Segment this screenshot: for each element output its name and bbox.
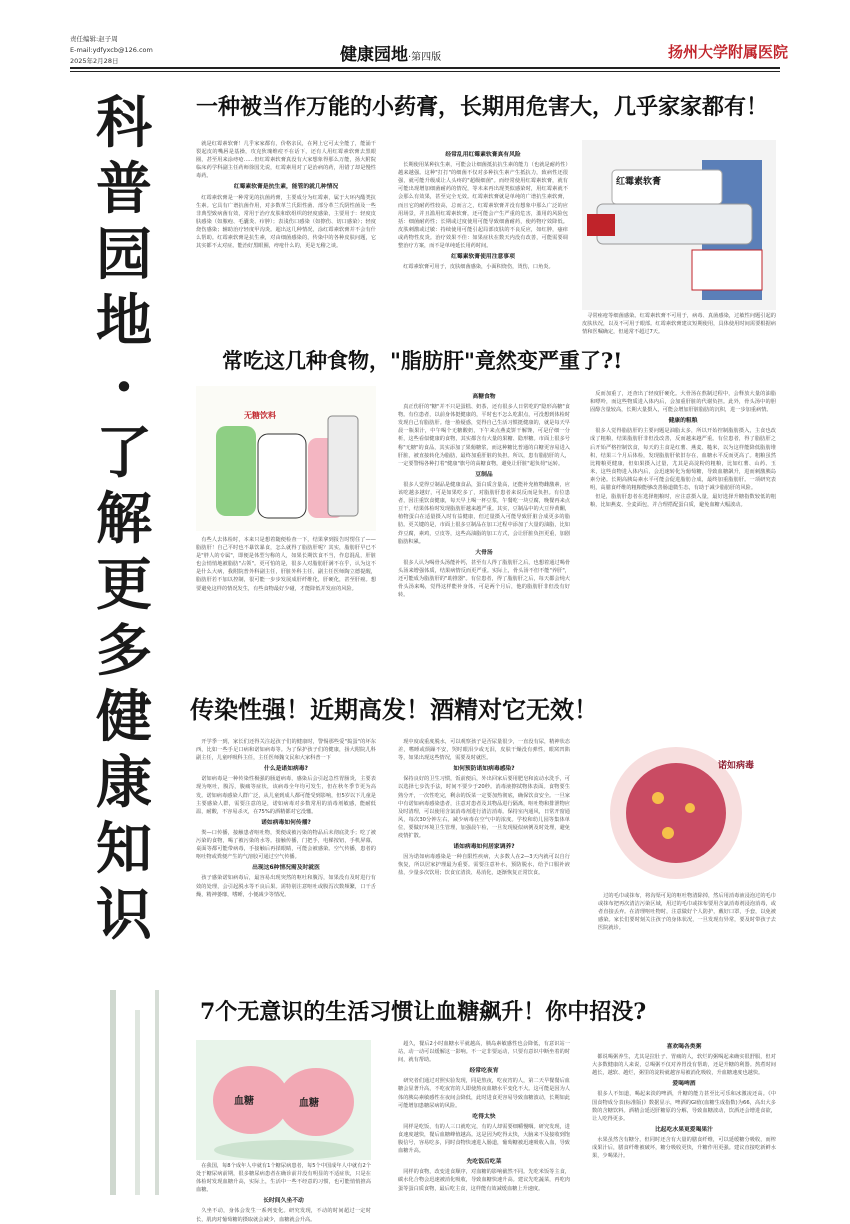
page-number: ·第四版	[408, 52, 442, 63]
article-subheading: 长时间久坐不动	[263, 1198, 304, 1205]
masthead-info	[70, 34, 153, 67]
drinks-label: 无糖饮料	[244, 411, 276, 420]
drinks-image	[196, 386, 376, 531]
article-1-headline: 一种被当作万能的小药膏，长期用危害大，几乎家家都有！	[196, 94, 769, 120]
title-char: 地	[96, 288, 152, 354]
article-subheading: 如何预防诺如病毒感染?	[453, 766, 515, 773]
title-char: 多	[96, 618, 152, 684]
article-text: 寻常痤疮等细菌感染。红霉素软膏不可用于，病毒、真菌感染，过敏性问题引起的皮肤状况，以及不可用于眼部。红霉素软膏建议短期使用，具体使用时间需要根据病情和医嘱确定，但通常不超过7天。	[582, 313, 776, 336]
article-subheading: 爱喝啤酒	[672, 1081, 696, 1088]
article-text: 有些人去体检时，本来只是想着随便检查一下，结果拿到报告时愣住了——脂肪肝！自己平时也不暴饮暴食，怎么就得了脂肪肝呢？其实，脂肪肝早已不是"胖人的专属"，即便是体型匀称的人，如果长期饮食不当，作息混乱，肝脏也会悄悄地被脂肪"占领"。更可怕的是，很多人对脂肪肝满不在乎，认为这不是什么大病，我附院普外科副主任，肝脏外科主任、副主任医师陶立德提醒，脂肪肝若不加以控制，很可能一步步发展成肝纤维化，肝硬化，甚至肝癌。想要避免这样的情况发生，有些食物最好少碰，才能降低并发症的风险。	[196, 537, 376, 592]
article-subheading: 豆制品	[475, 471, 493, 478]
article-2-col-2	[398, 390, 570, 685]
article-subheading: 喜欢喝各类粥	[666, 1044, 702, 1050]
article-2-headline: 常吃这几种食物，"脂肪肝"竟然变严重了?!	[222, 348, 623, 373]
title-char: 园	[96, 222, 152, 288]
title-char: 康	[96, 750, 152, 816]
norovirus-illustration	[598, 738, 776, 888]
title-char: 识	[96, 882, 152, 948]
article-subheading: 诺如病毒如何传播?	[261, 819, 311, 826]
article-text: 同样的食物，改变进食顺序，对血糖的影响截然不同。先吃米饭等主食，碳水化合物会迅速被消化吸收，导致血糖快速升高。建议先吃蔬菜，再吃肉蛋等蛋白质食物，最后吃主食，这样能有效减缓血糖上升速度。	[398, 1169, 570, 1192]
title-char: 健	[96, 684, 152, 750]
article-subheading: 经常乱用红霉素软膏真有风险	[445, 152, 521, 158]
article-subheading: 比起吃水果更爱喝果汁	[655, 1126, 713, 1133]
article-text: 诺如病毒是一种传染性极强的肠道病毒，感染后会引起急性胃肠炎，主要表现为呕吐，腹泻，腹痛等症状，该病毒全年均可发生，但在秋冬季节更为高发。诺如病毒感染人群广泛，从儿童到成人都可能受到影响，但5岁以下儿童是主要感染人群，需要注意的是，诺如病毒对多数常用的消毒剂敏感，能耐低温，耐酸，不容易杀灭，在75%的酒精都对它没辙。	[196, 776, 376, 815]
article-3-headline: 传染性强！近期高发！酒精对它无效！	[190, 695, 598, 724]
article-text: 就是红霉素软膏！几乎家家都有，价格亲民，在网上它可太全能了，能涌干裂起皮的嘴唇是基操，攻克狄瑰维痘不在话下，还有人用红霉素软膏去黑眼圈，甚至用来涂痔疮……但红霉素软膏真没有大家想象得那么万能，扬大附院临床药学科副主任药师徐国先说，红霉素用对了是治病的药，用错了却是慢性毒药。	[196, 141, 376, 180]
header-rule	[70, 67, 780, 69]
article-4-headline: 7个无意识的生活习惯让血糖飙升！你中招没?	[200, 999, 647, 1025]
bamboo-decoration	[80, 990, 180, 1195]
article-text: 现中度或重度脱水，可以观察孩子是否尿量很少，一直没有尿，精神状态差，嗜睡或烦躁不安，哭时眼泪少或无泪，皮肤干燥没有弹性，眼窝凹陷等，如果出现这些情况，需要及时就医。	[398, 739, 570, 762]
title-char: 科	[96, 90, 152, 156]
article-subheading: 健康的粗粮	[668, 418, 698, 425]
article-text: 粪—口传播，接触患者呕吐物，粪便或被污染的物品后未彻底洗手；吃了被污染的食物，喝了被污染的水等。接触传播，门把手，电梯按钮，手机屏幕，桌面等都可能带病毒，手接触后再揉眼睛，可能会被感染。空气传播，患者的呕吐物或粪便产生的气溶胶可通过空气传播。	[196, 829, 376, 861]
editor-text: 责任编辑:赵子周	[70, 35, 118, 43]
article-text: 同样是吃饭，有的人三口就吃完，有的人却需要细嚼慢咽。研究发现，进食速度越快，餐后血糖峰值越高。这是因为吃得太快，大脑来不及接收到饱腹信号，容易吃多，同时食物快速进入肠道，葡萄糖被迅速吸收入血，导致血糖升高。	[398, 1123, 570, 1155]
article-subheading: 红霉素软膏使用注意事项	[451, 254, 515, 261]
article-text: 真正伤肝的"糖"并不只是蛋糕、奶茶，还有很多人日常吃的"隐形高糖"食物。有位患者，以前身体挺健康的，平时也不怎么吃甜点，可没想到体检时发现自己有脂肪肝。他一脸疑惑，觉得自己生活习惯挺健康的，就是每天早晨一瓶果汁，中午喝个无糖酸奶，下午来点燕麦饼干解馋，可是仔细一分析，这些看似健康的食物，其实都含有大量的果糖、隐形糖。市面上很多号称"无糖"的食品，其实添加了果葡糖浆，而这种糖比普通的白糖更容易进入肝脏，被直接转化为脂肪，最终加重肝脏的负担。所以，患有脂肪肝的人，一定要警惕各种打着"健康"旗号的高糖食物，避免让肝脏"超负荷"运转。	[398, 404, 570, 467]
article-2-col-3	[590, 390, 776, 685]
article-4-col-3	[592, 1040, 776, 1198]
article-3-col-1	[196, 738, 376, 980]
email-text: E-mail:ydfyxcb@126.com	[70, 46, 153, 54]
norovirus-label: 诺如病毒	[718, 761, 755, 771]
header-rule-thin	[70, 71, 780, 72]
article-text: 很多人不知道，喝起来淡的啤酒，升糖的能力甚至比可乐和冰激凌还高。《中国食物成分表(标准版)》数据显示，啤酒的GI值(血糖生成指数)为66，高出大多数的含糖饮料。酒精会延迟肝糖原的分解，导致血糖波动，饮酒还会增进食欲，让人吃得更多。	[592, 1091, 776, 1122]
article-subheading: 高糖食物	[472, 394, 496, 400]
article-text: 但是，脂肪肝患者在选择粗粮时，应注意摄入量，最好选择升糖指数较低的粗粮，比如燕麦、全麦面包，并合理搭配蛋白质，避免血糖大幅波动。	[590, 494, 776, 509]
article-subheading: 大骨汤	[475, 549, 493, 556]
title-char: 知	[96, 816, 152, 882]
ointment-label: 红霉素软膏	[616, 177, 662, 187]
title-char: 解	[96, 486, 152, 552]
article-text: 超久，餐后2小时血糖水平就越高，胰岛素敏感性也会降低，有意识站一站，动一动可以缓解这一影响。不一定非要运动，只要有意识中断坐着的时间，就有帮助。	[398, 1041, 570, 1064]
blood-sugar-label-1: 血糖	[234, 1096, 254, 1107]
article-text: 很多人觉得豆制品是健康食品，蛋白质含量高，还能补充植物雌激素，应该吃越多越好，可是如果吃多了，对脂肪肝患者来说反而是负担。有位患者，因注重饮食健康，每天早上喝一杯豆浆，午餐吃一块豆腐，晚餐再来点豆干，结果体检时发现脂肪肝越来越严重。其实，豆制品中的大豆异黄酮，植物蛋白在适量摄入时有益健康，但过量摄入可能导致肝脏合成更多的脂肪。更关键的是，市面上很多豆制品在加工过程中添加了大量的油脂，比如炸豆腐，素鸡，豆皮等，这些高油脂的加工方式，会让肝脏负担更重，加剧脂肪积累。	[398, 481, 570, 545]
article-text: 很多人觉得脂肪肝的主要问题是油脂太多，所以开始控制脂肪摄入，主食也改成了粗粮，结果脂肪肝非但没改善，反而越来越严重。有位患者，得了脂肪肝之后开始严格控制饮食，每天的主食是红薯、燕麦、糙米，以为这样能降低脂肪堆积，结果三个月后体检，发现脂肪肝依旧存在，血糖水平反而更高了。粗粮虽然比精粮更健康，但如果摄入过量，尤其是高淀粉的粗粮，比如红薯、山药、玉米，这些食物进入体内后，会迅速转化为葡萄糖，导致血糖飙升，进而刺激胰岛素分泌。长期高胰岛素水平可能会促进脂肪合成，最终加重脂肪肝。一项研究表明，高膳食纤维的粗粮能够改善肠道微生态，有助于减少脂肪肝的风险。	[590, 428, 776, 492]
article-text: 红霉素软膏可用于，皮肤细菌感染，小面积烧伤，烫伤，口角炎。	[403, 264, 554, 271]
article-text: 在我国，每8个成年人中就有1个糖尿病患者，每5个中国成年人中就有2个处于糖尿病前期，很多糖尿病患者在确诊前并没有明显的不适症状，只是在体检时发现血糖升高，实际上，生活中一些不经意的习惯，也可能悄悄推高血糖。	[196, 1163, 371, 1194]
article-text: 反而加重了，还查出了轻度肝硬化。大骨汤在熬制过程中，会释放大量的油脂和嘌呤，而这些物质进入体内后，会加重肝脏的代谢负担。此外，骨头汤中的胆固醇含量较高，长期大量摄入，可能会增加肝脏脂肪的沉积，进一步加重病情。	[590, 391, 776, 414]
article-subheading: 经常吃夜宵	[469, 1068, 499, 1075]
article-text: 水果虽然含有糖分，但同时还含有大量的膳食纤维，可以延缓糖分吸收，而榨成果汁后，膳食纤维被破坏，糖分吸收更快，升糖作用更强。建议直接吃新鲜水果，少喝果汁。	[592, 1136, 776, 1160]
article-1-col-2	[398, 148, 568, 318]
vertical-title	[80, 90, 168, 948]
article-subheading: 什么是诺如病毒?	[264, 766, 308, 773]
blood-sugar-illustration	[196, 1040, 371, 1160]
title-char: 更	[96, 552, 152, 618]
article-text: 久坐不动，身体会发生一系列变化。研究发现，不动的时间超过一定时长，肌肉对葡萄糖的摄取就会减少，血糖就会升高。	[196, 1208, 371, 1223]
article-text: 研究者们通过对照实验发现，同是熬夜，吃夜宵的人，第二天早餐餐后血糖会显著升高，不吃夜宵的人即使熬夜血糖水平变化不大。这可能是因为人体的胰岛素敏感性在夜间会降低，此时进食更容易导致血糖波动，长期如此可能增加患糖尿病的风险。	[398, 1078, 570, 1109]
article-text: 开学季一到，家长们还得关注起孩子们的健康时，警惕那些爱"捣蛋"的坏东西，比如一些手足口病和诺如病毒等。为了保护孩子们的健康，扬大附院儿科副主任，儿童呼吸科主任，主任医师魏文民和大家科普一下	[196, 739, 376, 762]
article-subheading: 吃得太快	[472, 1113, 496, 1120]
title-char: 了	[96, 420, 152, 486]
article-1-col-3	[582, 312, 776, 338]
article-text: 长期使用某种抗生素，可能会让细菌抵抗抗生素的能力（也就是耐药性）越来越强。这种"打打"的细菌不仅对多种抗生素产生抵抗力，致病性还很强，就可能升级成让人头疼的"超级细菌"。而经常使用红霉素软膏，就有可能出现增加细菌耐药的情况，等未来再出现类似感染时，用红霉素就不会那么有效果，甚至完全无效。红霉素软膏就是单纯的广谱抗生素软膏，而且它的耐药性较高，总而言之，红霉素软膏并没有想象中那么广泛的应用场景，并且滥用红霉素软膏，还可能会产生严重的危害，滥用的风险包括：细菌耐药性；长期或过度使用可能导致细菌耐药，使药物疗效降低。皮肤刺激或过敏：持续使用可能引起局部皮肤的不良反应，如红肿，瘙痒或药物性皮炎。治疗效果不佳：如果症状在数天内没有改善，可能需要调整治疗方案，而不是单纯延长用药时间。	[398, 162, 568, 250]
section-title	[340, 40, 441, 65]
article-subheading: 红霉素软膏是抗生素，能管的就几种情况	[233, 184, 339, 191]
article-subheading: 出现这6种情况需及时就医	[252, 865, 320, 872]
title-char: ·	[114, 354, 134, 420]
date-text: 2025年2月28日	[70, 57, 119, 65]
article-2-col-1	[196, 536, 376, 686]
blood-sugar-label-2: 血糖	[299, 1098, 319, 1109]
article-text: 保持良好的卫生习惯，饭前便后，外出回家后要用肥皂和流动水洗手，可以选择七步洗手法，时间不要少于20秒。消毒液擦拭物体表面。食物要生熟分开，一次性吃完，剩余的饭菜一定要加热彻底，确保饮食安全。一旦家中有诺如病毒感染患者，注意对患者及其物品进行隔离，呕吐物和排泄物应及时清理，可以使用含氯消毒剂进行清洁消毒。保持室内通风，日常开窗通风，每次30分钟左右，减少病毒在空气中的浓度。学校和幼儿园等集体单位，要做好环境卫生管理，加强晨午检，一旦发现疑似病例及时处理，避免疫情扩散。	[398, 776, 570, 840]
title-char: 普	[96, 156, 152, 222]
ointment-illustration	[582, 140, 776, 310]
article-4-col-2	[398, 1040, 570, 1198]
article-text: 过的毛巾或抹布，将沟渠可见的呕吐物清除掉，然后用消毒液浸泡过的毛巾或抹布把再次清洁污染区域，用过的毛巾或抹布要用含氯消毒剂浸泡消毒，或者直接丢弃。在清理呕吐物时，注意做好个人防护，戴好口罩，手套，以免被感染。家长们要时刻关注孩子的身体状况，一旦发现有异常，要及时带孩子去医院就诊。	[598, 893, 776, 932]
article-text: 红霉素软膏是一种常见的抗菌药膏，主要成分为红霉素，属于大环内酯类抗生素。它具有广谱抗菌作用，对多数革兰氏阳性菌、部分革兰氏阴性菌及一些非典型致病菌有效，常用于治疗皮肤和软组织的轻度感染，主要用于：轻度皮肤感染（如脓疱、毛囊炎、疖肿）；表浅伤口感染（如擦伤、切口感染）；轻度烧伤感染；辅助治疗轻度甲沟炎。超出这几种情况，涂红霉素软膏并不会有什么帮助。红霉素软膏是抗生素，对由细菌感染的，传染中的各种皮肤问题，它其实都不太对症。能治好黑眼圈，痔疮什么的，更是无稽之谈。	[196, 194, 376, 250]
ointment-image	[582, 140, 776, 310]
article-4-col-1	[196, 1162, 371, 1223]
article-text: 孩子感染诺如病毒后，最容易出现突然的呕吐和腹泻，如果没有及时进行有效的处理，会引起脱水等不良后果。需特别注意呕吐或腹泻次数频繁，口干舌燥，精神萎靡，嗜睡，小便减少等情况。	[196, 875, 376, 898]
bamboo-image	[80, 990, 180, 1195]
article-3-col-2	[398, 738, 570, 980]
article-subheading: 诺如病毒如何居家调养?	[453, 844, 515, 851]
article-3-col-3	[598, 892, 776, 982]
blood-sugar-image	[196, 1040, 371, 1160]
article-text: 都说喝粥养生，尤其是拉肚子、胃痛的人，软烂的粥喝起来确实很舒服，但对大多数健康的人来说，总喝粥不仅对养胃没有帮助，还是升糖的利器。熬煮时间越长，越软、越烂，粥里的淀粉就越容易被消化吸收，升血糖速度也越快。	[592, 1054, 776, 1077]
section-name: 健康园地	[340, 45, 408, 65]
article-1-col-1	[196, 140, 376, 320]
article-text: 很多人认为喝骨头汤能补钙，甚至有人得了脂肪肝之后，也想着通过喝骨头汤来增强体质，结果病情反而更严重。实际上，骨头汤不但不能"养肝"，还可能成为脂肪肝的"助推器"。有位患者，得了脂肪肝之后，每天都会炖大骨头汤来喝，觉得这样能补身体，可是两个月后，他的脂肪肝非但没有好转。	[398, 559, 570, 599]
article-text: 因为诺如病毒感染是一种自限性疾病，大多数人在2—3天内就可以自行恢复，所以居家护理最为重要。需要注意补水，预防脱水，给予口服补液盐，少量多次饮用；饮食宜清淡、易消化，逐渐恢复正常饮食。	[398, 854, 570, 877]
article-subheading: 先吃饭后吃菜	[466, 1159, 502, 1166]
drinks-illustration	[196, 386, 376, 531]
hospital-logo: 扬州大学附属医院	[668, 43, 789, 61]
